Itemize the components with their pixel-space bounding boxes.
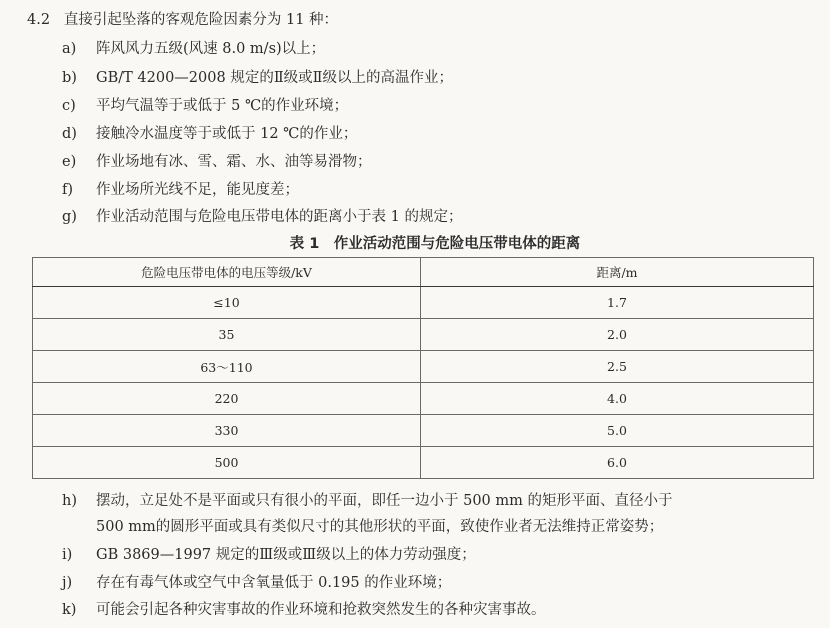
list-item-h-continuation: 500 mm的圆形平面或具有类似尺寸的其他形状的平面，致使作业者无法维持正常姿势； <box>96 519 664 535</box>
item-text: 平均气温等于或低于 5 ℃的作业环境； <box>96 98 349 114</box>
table-row <box>33 287 814 319</box>
item-text: 作业活动范围与危险电压带电体的距离小于表 1 的规定； <box>96 209 463 225</box>
voltage-cell: 330 <box>33 415 421 447</box>
distance-cell: 4.0 <box>421 383 814 415</box>
item-marker: f) <box>62 182 74 198</box>
item-text: 接触冷水温度等于或低于 12 ℃的作业； <box>96 126 358 142</box>
distance-cell: 2.0 <box>421 319 814 351</box>
item-text: 摆动，立足处不是平面或只有很小的平面，即任一边小于 500 mm 的矩形平面、直径小于 <box>96 493 673 509</box>
list-item-e <box>62 150 372 171</box>
item-text: 存在有毒气体或空气中含氧量低于 0.195 的作业环境； <box>96 575 452 591</box>
section-title: 直接引起坠落的客观危险因素分为 11 种： <box>63 12 339 28</box>
voltage-cell: 35 <box>33 319 421 351</box>
table-row <box>33 351 814 383</box>
item-marker: j) <box>62 575 73 591</box>
item-text: 作业场地有冰、雪、霜、水、油等易滑物； <box>96 154 372 170</box>
column-header-distance: 距离/m <box>421 258 814 287</box>
list-item-d <box>62 122 357 143</box>
item-text: GB/T 4200—2008 规定的Ⅱ级或Ⅱ级以上的高温作业； <box>96 70 454 86</box>
section-heading <box>27 8 338 29</box>
table-caption: 表 1 作业活动范围与危险电压带电体的距离 <box>289 236 581 252</box>
distance-cell: 1.7 <box>421 287 814 319</box>
list-item-b <box>62 66 453 87</box>
list-item-f <box>62 178 299 199</box>
item-marker: a) <box>62 41 77 57</box>
list-item-j <box>62 571 451 592</box>
item-marker: e) <box>62 154 77 170</box>
item-marker: c) <box>62 98 76 114</box>
distance-table <box>32 257 814 479</box>
section-number: 4.2 <box>27 12 51 28</box>
list-item-c <box>62 94 348 115</box>
item-text: GB 3869—1997 规定的Ⅲ级或Ⅲ级以上的体力劳动强度； <box>96 547 476 563</box>
item-marker: b) <box>62 70 77 86</box>
voltage-cell: 500 <box>33 447 421 479</box>
item-marker: h) <box>62 493 77 509</box>
item-marker: d) <box>62 126 77 142</box>
column-header-voltage: 危险电压带电体的电压等级/kV <box>33 258 421 287</box>
table-row <box>33 383 814 415</box>
voltage-cell: 63～110 <box>33 351 421 383</box>
item-marker: g) <box>62 209 77 225</box>
voltage-cell: ≤10 <box>33 287 421 319</box>
list-item-a <box>62 37 325 58</box>
table-row <box>33 415 814 447</box>
table-header-row <box>33 258 814 287</box>
list-item-g <box>62 205 462 226</box>
item-marker: i) <box>62 547 73 563</box>
list-item-h <box>62 489 673 510</box>
voltage-cell: 220 <box>33 383 421 415</box>
distance-cell: 2.5 <box>421 351 814 383</box>
item-text: 作业场所光线不足，能见度差； <box>96 182 299 198</box>
distance-cell: 6.0 <box>421 447 814 479</box>
list-item-i <box>62 543 476 564</box>
list-item-k <box>62 598 546 619</box>
table-row <box>33 319 814 351</box>
distance-cell: 5.0 <box>421 415 814 447</box>
table-row <box>33 447 814 479</box>
item-text: 可能会引起各种灾害事故的作业环境和抢救突然发生的各种灾害事故。 <box>96 602 546 618</box>
item-marker: k) <box>62 602 77 618</box>
item-text: 阵风风力五级(风速 8.0 m/s)以上； <box>96 41 326 57</box>
